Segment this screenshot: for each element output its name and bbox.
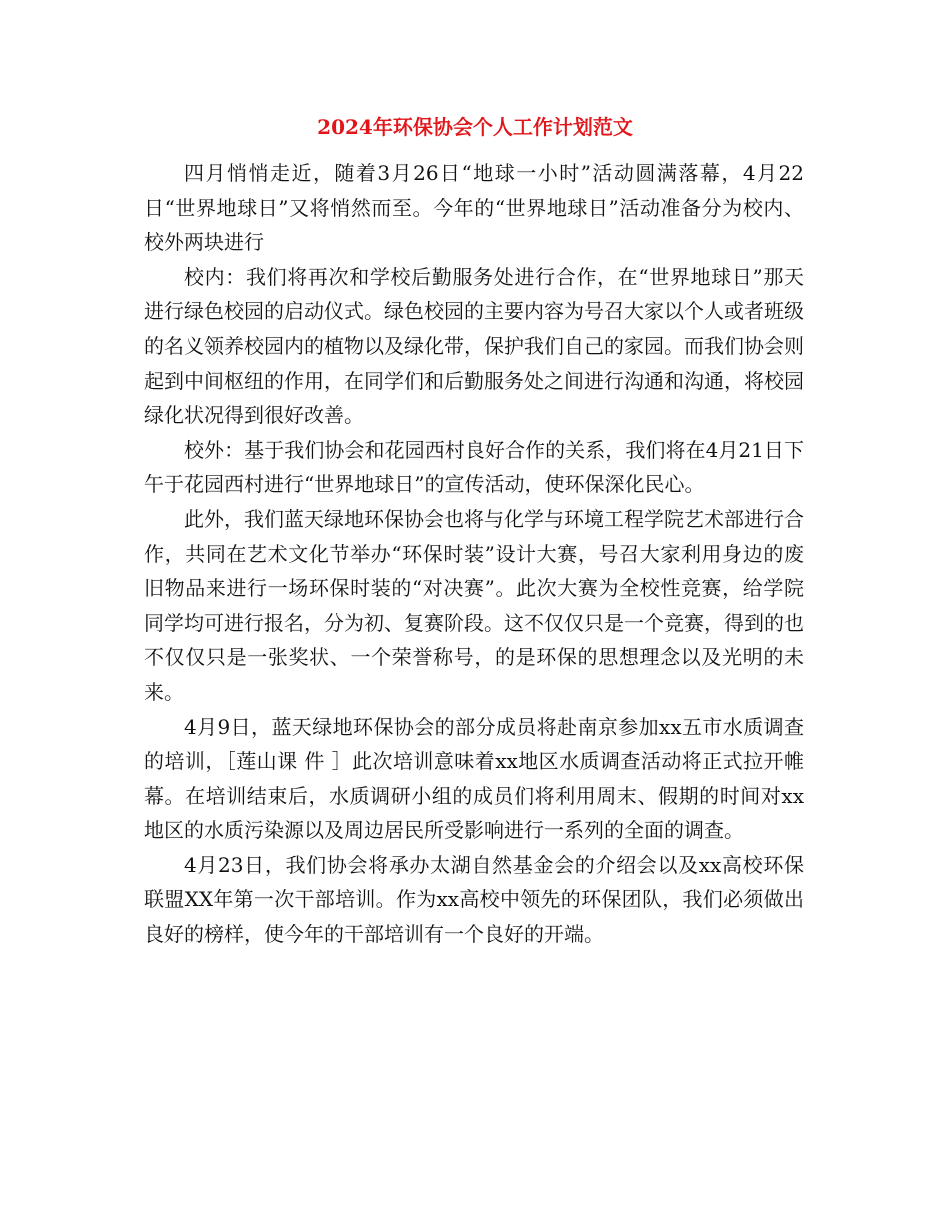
paragraph-fashion-contest: 此外，我们蓝天绿地环保协会也将与化学与环境工程学院艺术部进行合作，共同在艺术文化节举办“环保时装”设计大赛，号召大家利用身边的废旧物品来进行一场环保时装的“对决赛”。此次大赛为全校性竞赛，给学院同学均可进行报名，分为初、复赛阶段。这不仅仅只是一个竞赛，得到的也不仅仅只是一张奖状、一个荣誉称号，的是环保的思想理念以及光明的未来。	[144, 506, 804, 704]
document-title: 2024年环保协会个人工作计划范文	[317, 115, 633, 139]
paragraph-water-survey: 4月9日，蓝天绿地环保协会的部分成员将赴南京参加xx五市水质调查的培训，［莲山课 件 ］此次培训意味着xx地区水质调查活动将正式拉开帷幕。在培训结束后，水质调研小组的成员们将利用周末、假期的时间对xx地区的水质污染源以及周边居民所受影响进行一系列的全面的调查。	[144, 714, 804, 843]
paragraph-off-campus: 校外：基于我们协会和花园西村良好合作的关系，我们将在4月21日下午于花园西村进行“世界地球日”的宣传活动，使环保深化民心。	[144, 437, 804, 497]
paragraph-on-campus: 校内：我们将再次和学校后勤服务处进行合作，在“世界地球日”那天进行绿色校园的启动仪式。绿色校园的主要内容为号召大家以个人或者班级的名义领养校园内的植物以及绿化带，保护我们自己的家园。而我们协会则起到中间枢纽的作用，在同学们和后勤服务处之间进行沟通和沟通，将校园绿化状况得到很好改善。	[144, 264, 804, 428]
paragraph-intro: 四月悄悄走近，随着3月26日“地球一小时”活动圆满落幕，4月22日“世界地球日”又将悄然而至。今年的“世界地球日”活动准备分为校内、校外两块进行	[144, 161, 804, 255]
document-body	[144, 156, 804, 952]
paragraph-cadre-training: 4月23日，我们协会将承办太湖自然基金会的介绍会以及xx高校环保联盟XX年第一次干部培训。作为xx高校中领先的环保团队，我们必须做出良好的榜样，使今年的干部培训有一个良好的开端。	[144, 852, 804, 947]
